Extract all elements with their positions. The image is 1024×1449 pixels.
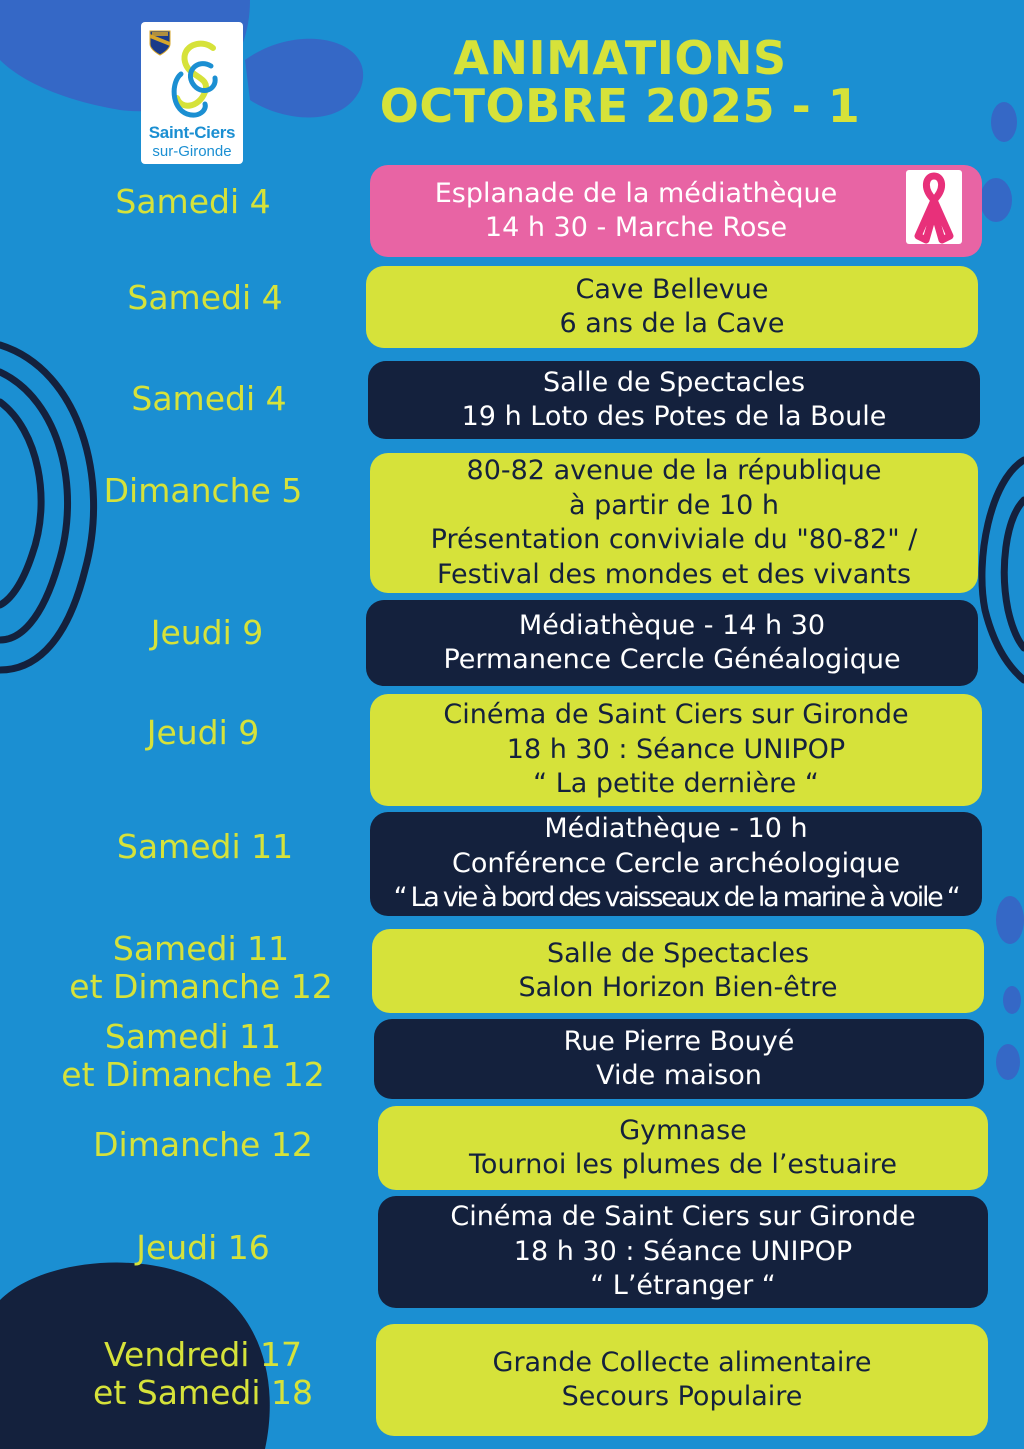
event-line: Permanence Cercle Généalogique [443, 644, 901, 675]
event-card [372, 929, 984, 1013]
event-card [376, 1324, 988, 1436]
event-card [374, 1019, 984, 1099]
event-line: Gymnase [619, 1114, 747, 1146]
event-card [366, 266, 978, 348]
event-line: Secours Populaire [561, 1381, 803, 1412]
event-day [40, 828, 370, 866]
event-line: Tournoi les plumes de l’estuaire [469, 1149, 897, 1180]
event-day-line: Dimanche 12 [93, 1125, 313, 1164]
event-line: 80-82 avenue de la république [466, 455, 882, 486]
event-line: 18 h 30 : Séance UNIPOP [513, 1235, 853, 1267]
event-card [370, 165, 982, 257]
event-line: Médiathèque - 10 h [544, 813, 808, 845]
event-line: Présentation conviviale du "80-82" / [430, 524, 918, 555]
event-line: Cinéma de Saint Ciers sur Gironde [443, 699, 909, 731]
event-line: “ La vie à bord des vaisseaux de la marine à voile “ [393, 882, 959, 914]
event-day [38, 472, 368, 510]
event-line: 14 h 30 - Marche Rose [484, 212, 788, 243]
event-card [368, 361, 980, 439]
event-day [40, 279, 370, 317]
logo-town-name: Saint-Ciers [148, 123, 236, 142]
event-day-line: Jeudi 9 [146, 713, 260, 752]
event-day-line: et Dimanche 12 [61, 1055, 325, 1094]
event-line: Esplanade de la médiathèque [434, 177, 838, 209]
event-day-line: Samedi 11 [112, 929, 290, 968]
event-card [370, 453, 978, 593]
event-line: 19 h Loto des Potes de la Boule [461, 401, 887, 432]
event-day-line: Vendredi 17 [104, 1335, 302, 1374]
event-line: Médiathèque - 14 h 30 [518, 609, 826, 641]
event-line: Grande Collecte alimentaire [492, 1346, 872, 1378]
event-line: Cave Bellevue [575, 273, 769, 305]
event-day-line: Jeudi 16 [136, 1228, 270, 1267]
event-line: Salon Horizon Bien-être [518, 972, 838, 1003]
event-day-line: Jeudi 9 [150, 613, 264, 652]
event-day [28, 1018, 358, 1094]
event-line: Conférence Cercle archéologique [451, 847, 901, 879]
event-line: “ L’étranger “ [590, 1270, 776, 1302]
event-day [38, 1229, 368, 1267]
event-line: Cinéma de Saint Ciers sur Gironde [450, 1201, 916, 1233]
event-day [28, 183, 358, 221]
event-day [36, 930, 366, 1006]
event-card [366, 600, 978, 686]
event-line: Festival des mondes et des vivants [436, 558, 912, 590]
event-card [378, 1196, 988, 1308]
event-day [38, 714, 368, 752]
pink-ribbon-icon [906, 170, 962, 244]
event-day [38, 1126, 368, 1164]
event-line: “ La petite dernière “ [533, 768, 819, 800]
event-line: 18 h 30 : Séance UNIPOP [506, 733, 846, 765]
event-day-line: Samedi 4 [127, 278, 283, 317]
event-line: à partir de 10 h [568, 489, 780, 521]
event-card [370, 812, 982, 916]
event-card [370, 694, 982, 806]
logo-town-subtitle: sur-Gironde [152, 143, 232, 160]
coat-of-arms-icon [149, 30, 171, 56]
event-card [378, 1106, 988, 1190]
page-title-line-1: ANIMATIONS [453, 31, 787, 85]
event-day-line: Samedi 11 [116, 827, 294, 866]
event-line: Vide maison [596, 1060, 762, 1091]
event-day-line: Samedi 4 [131, 379, 287, 418]
event-line: 6 ans de la Cave [559, 308, 785, 339]
municipal-logo [141, 22, 243, 164]
event-day [42, 614, 372, 652]
event-line: Rue Pierre Bouyé [563, 1025, 795, 1057]
event-line: Salle de Spectacles [542, 366, 806, 398]
event-day [44, 380, 374, 418]
event-line: Salle de Spectacles [546, 937, 810, 969]
event-day [38, 1336, 368, 1412]
event-day-line: Samedi 11 [104, 1017, 282, 1056]
event-day-line: Dimanche 5 [103, 471, 303, 510]
event-day-line: et Samedi 18 [93, 1373, 313, 1412]
event-day-line: et Dimanche 12 [69, 967, 333, 1006]
page-title-line-2: OCTOBRE 2025 - 1 [379, 79, 861, 133]
event-day-line: Samedi 4 [115, 182, 271, 221]
